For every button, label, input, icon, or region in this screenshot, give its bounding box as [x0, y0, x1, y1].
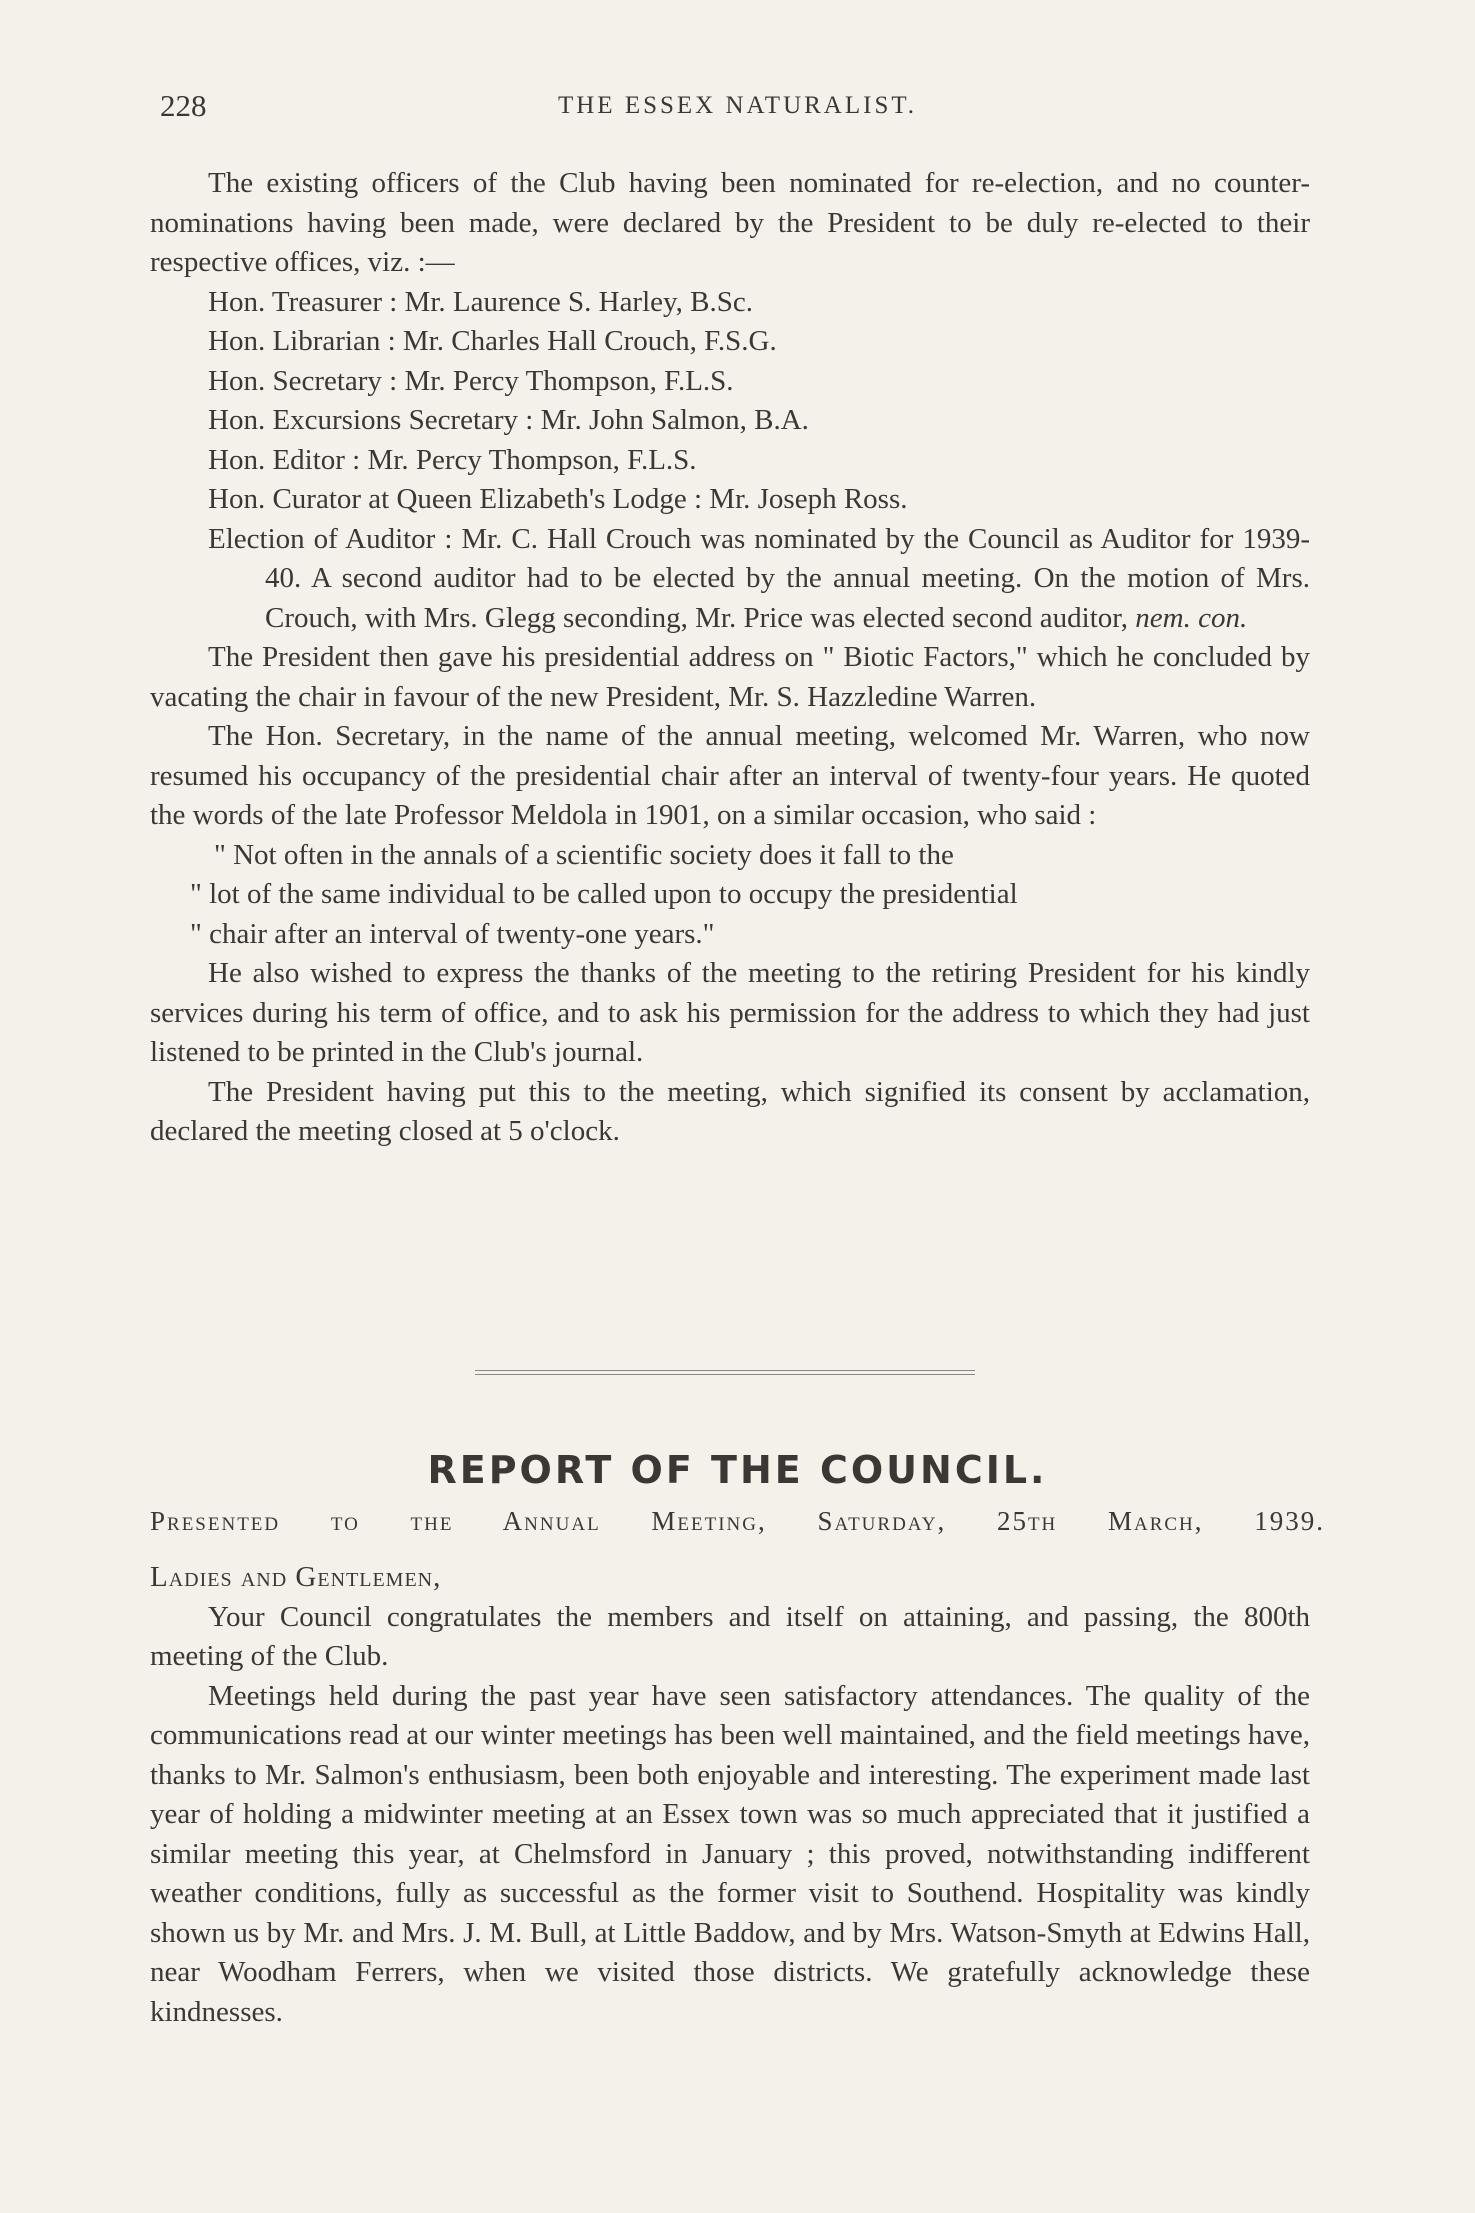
presidential-address-paragraph: The President then gave his presidential address on " Biotic Factors," which he concluded by vacating the chair in favour of the new President, Mr. S. Hazzledine Warren. — [150, 641, 1310, 713]
journal-title: THE ESSEX NATURALIST. — [557, 92, 918, 119]
quote-line: " lot of the same individual to be called upon to occupy the presidential — [190, 878, 1018, 910]
page-number: 228 — [160, 88, 207, 123]
office-editor: Hon. Editor : Mr. Percy Thompson, F.L.S. — [208, 443, 697, 476]
re-election-paragraph: The existing officers of the Club having been nominated for re-election, and no counter-nominations having been made, were declared by the President to be duly re-elected to their respective offices, viz. :— — [150, 167, 1310, 278]
running-head — [150, 88, 1325, 128]
report-title: REPORT OF THE COUNCIL. — [427, 1448, 1048, 1492]
welcome-paragraph: The Hon. Secretary, in the name of the annual meeting, welcomed Mr. Warren, who now resumed his occupancy of the presidential chair after an interval of twenty-four years. He quoted the words of the late Professor Meldola in 1901, on a similar occasion, who said : — [150, 720, 1310, 831]
report-subtitle: Presented to the Annual Meeting, Saturday, 25th March, 1939. — [150, 1506, 1325, 1536]
nem-con-italic: nem. con. — [1135, 601, 1248, 634]
minutes-section — [150, 164, 1310, 1152]
office-librarian: Hon. Librarian : Mr. Charles Hall Crouch, F.S.G. — [208, 325, 777, 357]
office-excursions-secretary: Hon. Excursions Secretary : Mr. John Salmon, B.A. — [208, 404, 809, 436]
auditor-election-paragraph — [150, 520, 1310, 639]
quote-line: " Not often in the annals of a scientific society does it fall to the — [214, 838, 954, 871]
report-paragraph: Meetings held during the past year have seen satisfactory attendances. The quality of the communications read at our winter meetings has been well maintained, and the field meetings have, thanks to Mr. Salmon's enthusiasm, been both enjoyable and interesting. The experiment made last year of holding a midwinter meeting at an Essex town was so much appreciated that it justified a similar meeting this year, at Chelmsford in January ; this proved, notwithstanding indifferent weather conditions, fully as successful as the former visit to Southend. Hospitality was kindly shown us by Mr. and Mrs. J. M. Bull, at Little Baddow, and by Mrs. Watson-Smyth at Edwins Hall, near Woodham Ferrers, when we visited those districts. We gratefully acknowledge these kindnesses. — [150, 1679, 1310, 2028]
office-secretary: Hon. Secretary : Mr. Percy Thompson, F.L.S. — [208, 364, 734, 397]
report-paragraph: Your Council congratulates the members and itself on attaining, and passing, the 800th meeting of the Club. — [150, 1600, 1310, 1672]
closing-paragraph: The President having put this to the meeting, which signified its consent by acclamation, declared the meeting closed at 5 o'clock. — [150, 1075, 1310, 1147]
section-divider — [475, 1370, 975, 1375]
office-curator: Hon. Curator at Queen Elizabeth's Lodge : Mr. Joseph Ross. — [208, 483, 908, 515]
quote-line: " chair after an interval of twenty-one years." — [190, 917, 715, 950]
report-body — [150, 1558, 1310, 2032]
salutation: Ladies and Gentlemen, — [150, 1561, 442, 1593]
thanks-paragraph: He also wished to express the thanks of the meeting to the retiring President for his kindly services during his term of office, and to ask his permission for the address to which they had just listened to be printed in the Club's journal. — [150, 957, 1310, 1068]
auditor-election-text: Election of Auditor : Mr. C. Hall Crouch was nominated by the Council as Auditor for 1939-40. A second auditor had to be elected by the annual meeting. On the motion of Mrs. Crouch, with Mrs. Glegg seconding, Mr. Price was elected second auditor, — [208, 522, 1310, 634]
office-treasurer: Hon. Treasurer : Mr. Laurence S. Harley, B.Sc. — [208, 285, 753, 318]
